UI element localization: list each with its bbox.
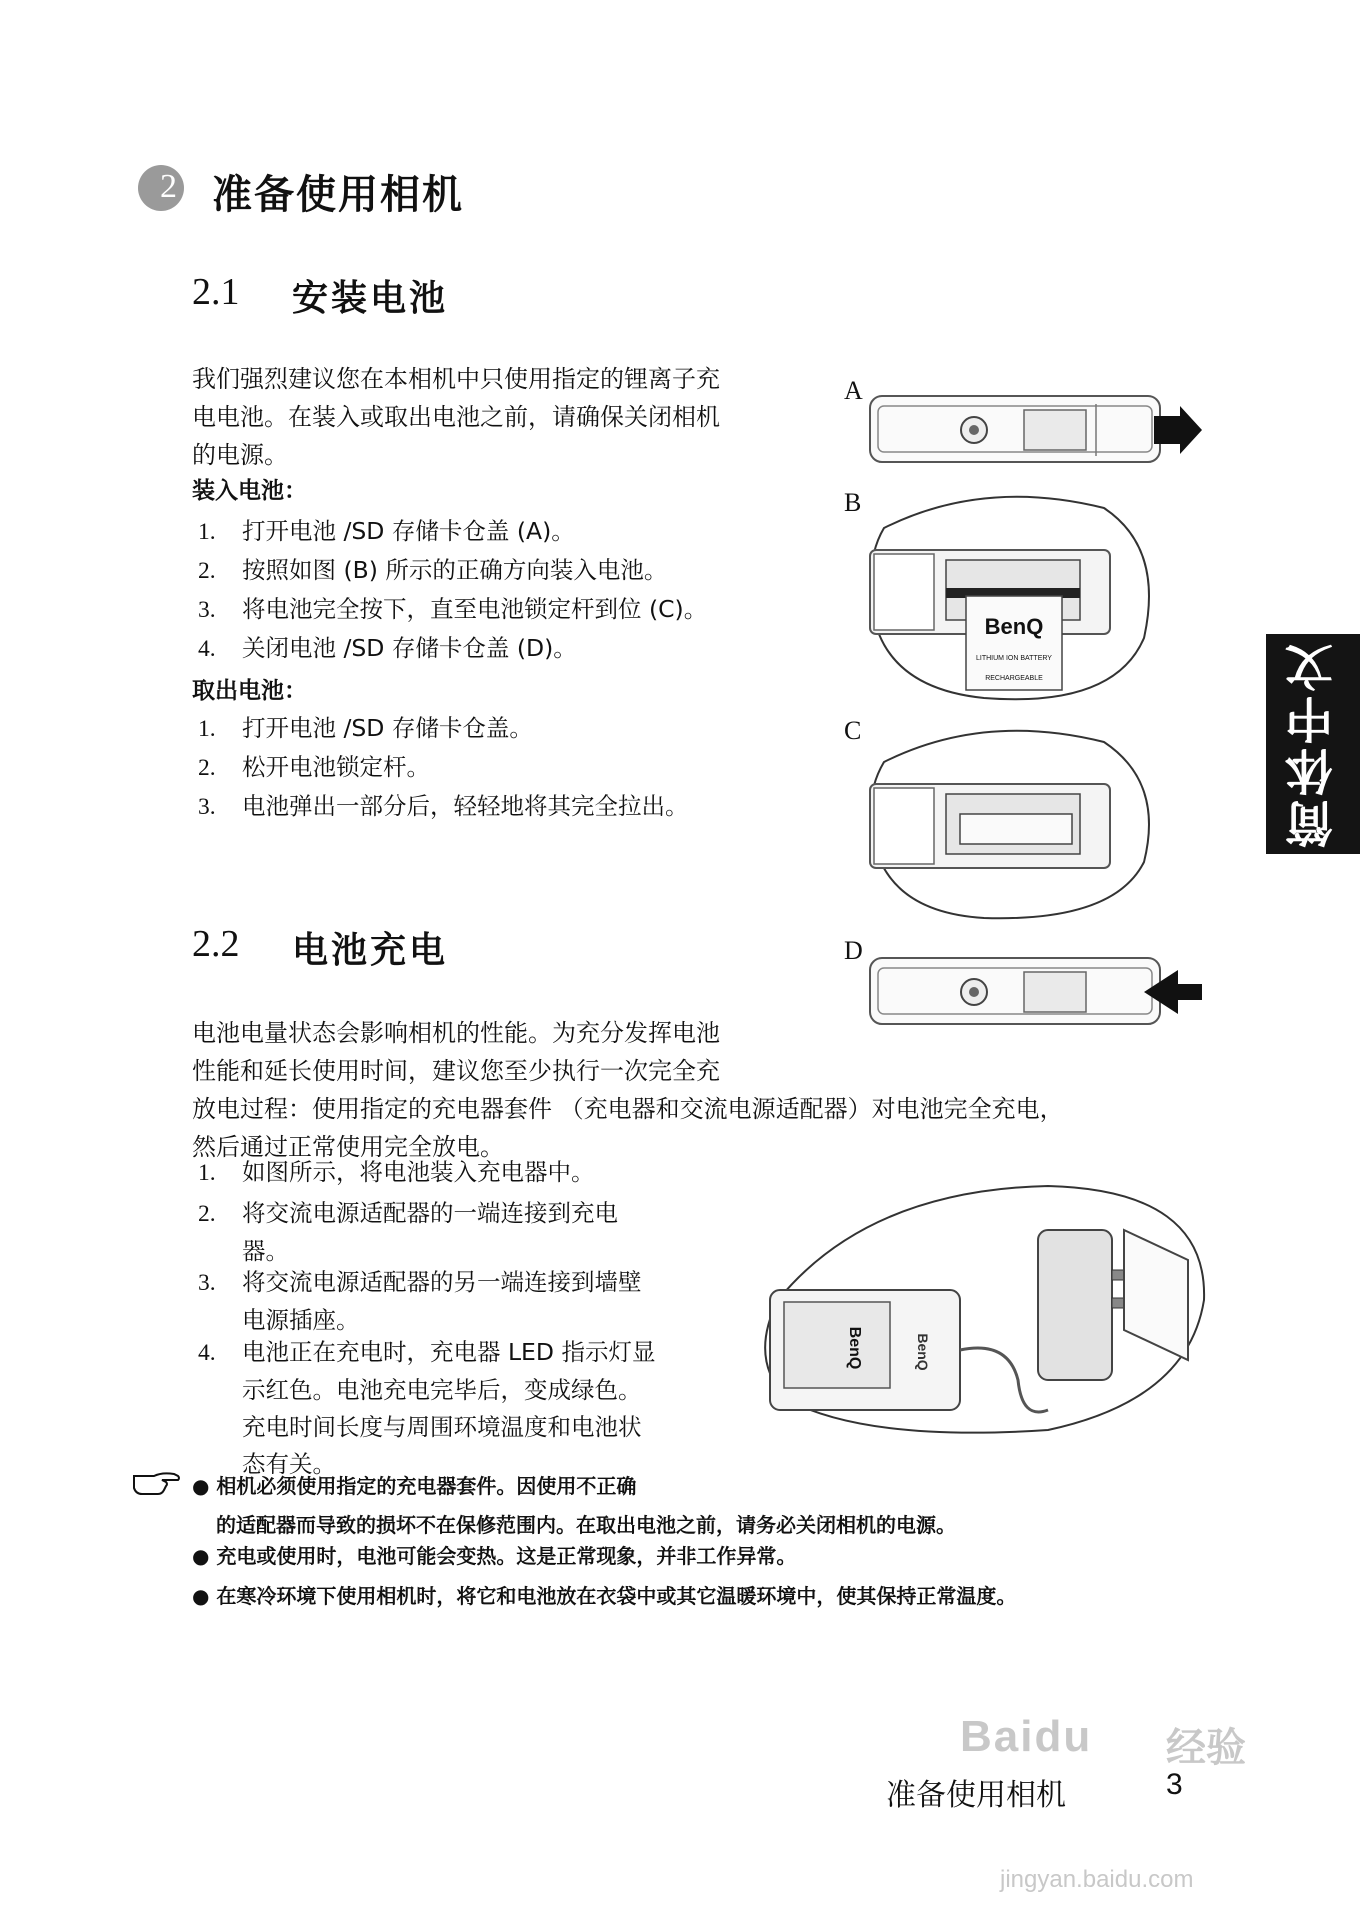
- intro-line: 然后通过正常使用完全放电。: [192, 1133, 504, 1161]
- list-number: 3.: [198, 794, 216, 820]
- section1-intro: [192, 360, 720, 474]
- camera-bottom-figure-d: [864, 952, 1204, 1032]
- note-item: ● 充电或使用时，电池可能会变热。这是正常现象，并非工作异常。: [192, 1544, 797, 1568]
- list-text: 态有关。: [242, 1450, 336, 1478]
- list-number: 1.: [198, 1160, 216, 1186]
- battery-locked-figure-c: [864, 722, 1164, 922]
- list-text: 按照如图 (B) 所示的正确方向装入电池。: [242, 556, 668, 584]
- intro-line: 电池电量状态会影响相机的性能。为充分发挥电池: [192, 1019, 720, 1047]
- section-number: 2.1: [192, 271, 240, 313]
- list-item: [198, 551, 667, 585]
- section-title: 安装电池: [292, 278, 449, 319]
- note-item: ● 在寒冷环境下使用相机时，将它和电池放在衣袋中或其它温暖环境中，使其保持正常温度。: [192, 1584, 1017, 1608]
- pointing-hand-icon: [132, 1468, 182, 1502]
- battery-brand: BenQ: [846, 1326, 863, 1370]
- intro-line: 性能和延长使用时间，建议您至少执行一次完全充: [192, 1057, 720, 1085]
- figure-label-a: A: [844, 376, 863, 405]
- list-number: 4.: [198, 636, 216, 662]
- figure-label-d: D: [844, 936, 863, 965]
- list-number: 2.: [198, 558, 216, 584]
- list-number: 3.: [198, 597, 216, 623]
- list-text: 将交流电源适配器的另一端连接到墙壁: [242, 1268, 642, 1296]
- figure-label-b: B: [844, 488, 862, 517]
- list-text: 器。: [242, 1237, 289, 1265]
- list-text: 将电池完全按下，直至电池锁定杆到位 (C)。: [242, 595, 708, 623]
- list-text: 松开电池锁定杆。: [242, 753, 430, 781]
- chapter-title: 准备使用相机: [212, 172, 464, 218]
- list-item: [198, 1154, 595, 1192]
- list-text: 电源插座。: [242, 1306, 360, 1334]
- page-number: 3: [1166, 1768, 1183, 1801]
- battery-insert-figure-b: [864, 488, 1164, 708]
- camera-bottom-figure-a: [864, 390, 1204, 470]
- intro-line: 放电过程：使用指定的充电器套件 （充电器和交流电源适配器）对电池完全充电，: [192, 1095, 1064, 1123]
- list-item: [198, 512, 575, 546]
- list-item: [198, 1264, 642, 1339]
- chapter-number: 2: [160, 168, 177, 205]
- note-text: 相机必须使用指定的充电器套件。因使用不正确: [216, 1474, 637, 1498]
- watermark-url: jingyan.baidu.com: [1000, 1866, 1194, 1893]
- battery-brand: BenQ: [984, 614, 1044, 639]
- list-item: [198, 787, 689, 821]
- list-number: 3.: [198, 1270, 216, 1296]
- section-title: 电池充电: [292, 930, 449, 971]
- list-item: [198, 709, 533, 743]
- list-number: 2.: [198, 1201, 216, 1227]
- note-item: ● 相机必须使用指定的充电器套件。因使用不正确 的适配器而导致的损坏不在保修范围内。在取出电池之前，请务必关闭相机的电源。: [192, 1474, 956, 1537]
- intro-line: 的电源。: [192, 441, 288, 469]
- watermark-brand: Baidu: [960, 1712, 1093, 1761]
- list-text: 打开电池 /SD 存储卡仓盖 (A)。: [242, 517, 575, 545]
- list-text: 示红色。电池充电完毕后，变成绿色。: [242, 1376, 642, 1404]
- charger-brand: BenQ: [915, 1333, 931, 1371]
- list-item: [198, 1334, 655, 1483]
- list-text: 关闭电池 /SD 存储卡仓盖 (D)。: [242, 634, 577, 662]
- remove-heading: 取出电池：: [192, 678, 307, 704]
- list-text: 电池正在充电时，充电器 LED 指示灯显: [242, 1338, 656, 1366]
- list-item: [198, 590, 707, 624]
- list-item: [198, 629, 577, 663]
- language-side-label: 简体中文: [1285, 640, 1342, 848]
- battery-label: LITHIUM ION BATTERY: [976, 655, 1052, 662]
- list-text: 充电时间长度与周围环境温度和电池状: [242, 1413, 642, 1441]
- watermark-suffix: 经验: [1166, 1725, 1246, 1771]
- section-number: 2.2: [192, 923, 240, 965]
- footer-chapter-title: 准备使用相机: [886, 1778, 1066, 1813]
- note-text: 的适配器而导致的损坏不在保修范围内。在取出电池之前，请务必关闭相机的电源。: [216, 1513, 956, 1537]
- list-number: 1.: [198, 519, 216, 545]
- intro-line: 电电池。在装入或取出电池之前，请确保关闭相机: [192, 403, 720, 431]
- list-text: 电池弹出一部分后，轻轻地将其完全拉出。: [242, 792, 689, 820]
- list-item: [198, 1195, 618, 1270]
- list-text: 打开电池 /SD 存储卡仓盖。: [242, 714, 533, 742]
- list-number: 4.: [198, 1340, 216, 1366]
- list-text: 如图所示，将电池装入充电器中。: [242, 1158, 595, 1186]
- figure-label-c: C: [844, 716, 862, 745]
- list-number: 1.: [198, 716, 216, 742]
- list-item: [198, 748, 430, 782]
- list-text: 将交流电源适配器的一端连接到充电: [242, 1199, 618, 1227]
- list-number: 2.: [198, 755, 216, 781]
- intro-line: 我们强烈建议您在本相机中只使用指定的锂离子充: [192, 365, 720, 393]
- battery-label: RECHARGEABLE: [985, 675, 1043, 682]
- note-text: 在寒冷环境下使用相机时，将它和电池放在衣袋中或其它温暖环境中，使其保持正常温度。: [216, 1584, 1017, 1608]
- install-heading: 装入电池：: [192, 478, 307, 504]
- note-text: 充电或使用时，电池可能会变热。这是正常现象，并非工作异常。: [216, 1544, 797, 1568]
- charger-figure: [748, 1180, 1218, 1444]
- section2-intro: [192, 1014, 1064, 1166]
